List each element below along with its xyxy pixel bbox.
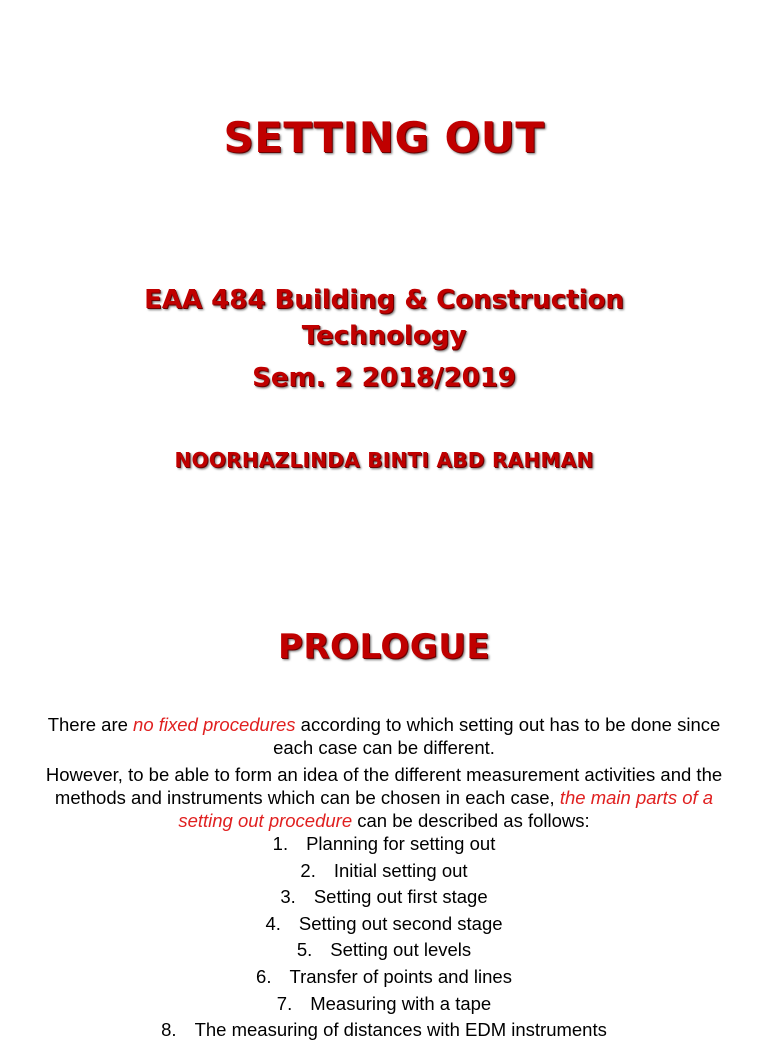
intro-text-before: There are <box>47 714 134 735</box>
step-number: 4. <box>265 912 281 934</box>
step-number: 2. <box>300 859 316 881</box>
step-number: 5. <box>296 939 313 961</box>
step-text: Setting out second stage <box>298 912 503 934</box>
author-name: NOORHAZLINDA BINTI ABD RAHMAN <box>174 448 594 472</box>
procedure-text-before: However, to be able to form an idea of the different measurement activities and the methods and instruments which can be chosen in each case, <box>45 764 723 808</box>
step-text: Initial setting out <box>333 859 468 881</box>
step-text: Setting out first stage <box>313 886 488 908</box>
procedure-paragraph <box>40 763 728 832</box>
list-item <box>0 858 768 885</box>
prologue-title: PROLOGUE <box>277 627 491 667</box>
prologue-slide <box>0 576 768 1041</box>
step-number: 3. <box>280 886 296 908</box>
step-number: 8. <box>161 1019 177 1041</box>
course-title-line-1: EAA 484 Building & Construction <box>144 285 624 315</box>
list-item <box>0 991 768 1018</box>
list-item <box>0 937 768 964</box>
list-item <box>0 884 768 911</box>
course-title-line-2: Technology <box>301 321 467 351</box>
list-item <box>0 1017 768 1044</box>
intro-text-after: according to which setting out has to be done since each case can be different. <box>273 714 721 758</box>
semester-label: Sem. 2 2018/2019 <box>252 363 516 393</box>
procedure-steps-list <box>0 831 768 1044</box>
intro-paragraph <box>40 713 728 759</box>
procedure-highlight: the main parts of a setting out procedure <box>178 787 714 831</box>
slide-title: SETTING OUT <box>223 113 545 162</box>
step-text: Setting out levels <box>330 939 472 961</box>
list-item <box>0 831 768 858</box>
intro-highlight: no fixed procedures <box>133 714 296 735</box>
step-text: The measuring of distances with EDM instruments <box>194 1019 607 1041</box>
list-item <box>0 911 768 938</box>
step-number: 6. <box>256 965 272 987</box>
list-item <box>0 964 768 991</box>
step-text: Transfer of points and lines <box>289 965 512 987</box>
procedure-text-after: can be described as follows: <box>352 810 590 831</box>
step-number: 1. <box>272 833 289 854</box>
course-title <box>0 282 768 354</box>
step-text: Measuring with a tape <box>310 992 492 1014</box>
step-number: 7. <box>276 992 293 1014</box>
step-text: Planning for setting out <box>306 833 496 854</box>
